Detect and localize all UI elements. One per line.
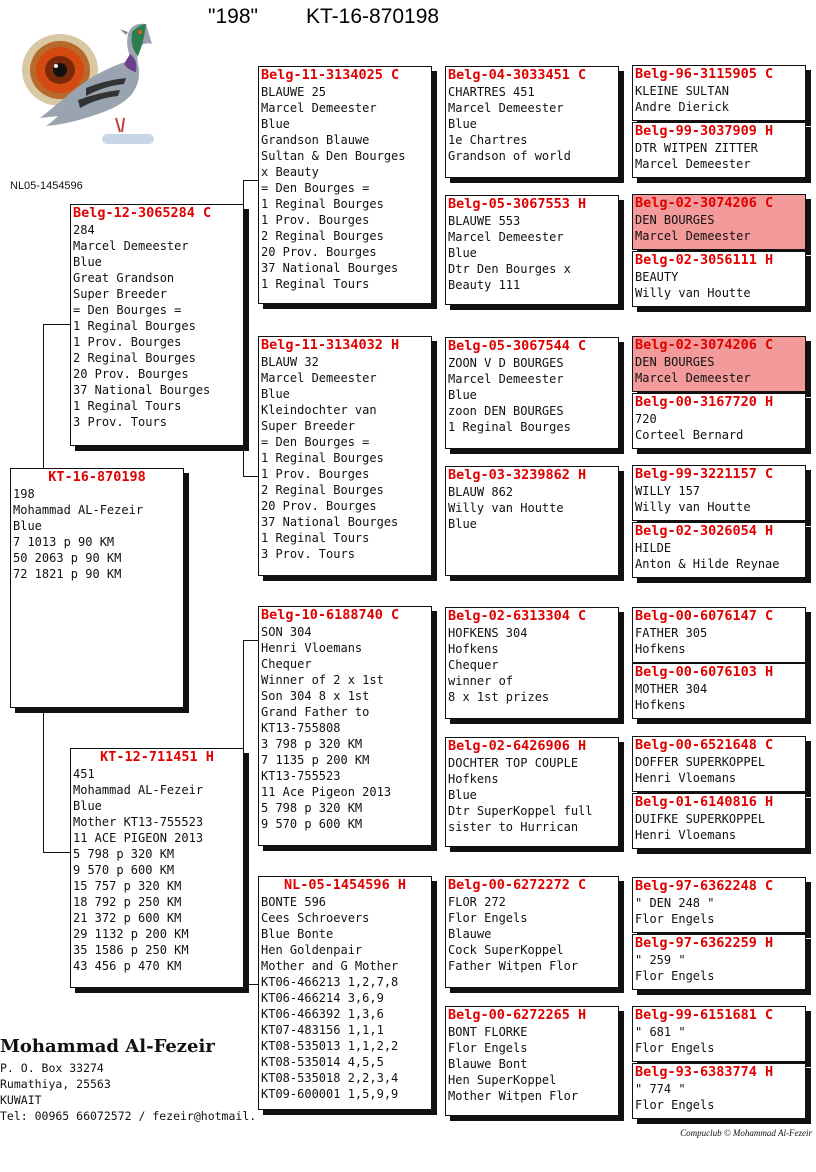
ds-detail-line: Henri Vloemans [261,641,363,655]
copyright-footer: Compuclub © Mohammad Al-Fezeir [680,1128,812,1138]
dd-detail-line: KT06-466392 1,3,6 [261,1007,384,1021]
ggg-card-7 [632,465,806,521]
g4-detail-line: Willy van Houtte [635,286,751,300]
sire-detail-line: Great Grandson [73,271,175,285]
subject-detail-line: 50 2063 p 90 KM [13,551,122,565]
ggg-card-1 [632,65,806,121]
dsd-detail-line: sister to Hurrican [448,820,579,834]
ggg-card-6 [632,393,806,449]
dd-detail-line: BONTE 596 [261,895,327,909]
g4-detail-line: BEAUTY [635,270,679,284]
g7-detail-line: WILLY 157 [635,484,701,498]
g16-detail-line: Flor Engels [635,1098,715,1112]
ssd-detail-line: BLAUWE 553 [448,214,521,228]
ds-detail-line: 7 1135 p 200 KM [261,753,370,767]
dam-detail-line: 11 ACE PIGEON 2013 [73,831,204,845]
g2-ring: Belg-99-3037909 H [635,123,774,139]
gg-sdd-card [445,466,619,576]
dss-ring: Belg-02-6313304 C [448,608,587,624]
g12-detail-line: Henri Vloemans [635,828,737,842]
dsd-detail-line: Blue [448,788,477,802]
g15-ring: Belg-99-6151681 C [635,1007,774,1023]
dam-detail-line: 9 570 p 600 KM [73,863,175,877]
ds-detail-line: Son 304 8 x 1st [261,689,370,703]
dam-detail-line: Blue [73,799,102,813]
g3-ring: Belg-02-3074206 C [635,195,774,211]
ds-detail-line: Winner of 2 x 1st [261,673,384,687]
sd-detail-line: 37 National Bourges [261,515,399,529]
g9-detail-line: Hofkens [635,642,686,656]
g12-detail-line: DUIFKE SUPERKOPPEL [635,812,766,826]
dd-detail-line: KT06-466213 1,2,7,8 [261,975,399,989]
ssd-detail-line: Beauty 111 [448,278,521,292]
g9-detail-line: FATHER 305 [635,626,708,640]
sd-detail-line: BLAUW 32 [261,355,319,369]
ggg-card-16 [632,1063,806,1119]
ds-ring: Belg-10-6188740 C [261,607,400,623]
g10-detail-line: Hofkens [635,698,686,712]
ds-detail-line: KT13-755523 [261,769,341,783]
subject-detail-line: 72 1821 p 90 KM [13,567,122,581]
g13-ring: Belg-97-6362248 C [635,878,774,894]
sd-detail-line: 1 Reginal Tours [261,531,370,545]
g14-ring: Belg-97-6362259 H [635,935,774,951]
ds-detail-line: SON 304 [261,625,312,639]
ss-detail-line: x Beauty [261,165,319,179]
sire-detail-line: 3 Prov. Tours [73,415,167,429]
g3-detail-line: DEN BOURGES [635,213,715,227]
dd-detail-line: KT07-483156 1,1,1 [261,1023,384,1037]
sds-detail-line: zoon DEN BOURGES [448,404,564,418]
ggg-card-15 [632,1006,806,1062]
g13-detail-line: " DEN 248 " [635,896,715,910]
dam-detail-line: 43 456 p 470 KM [73,959,182,973]
sss-ring: Belg-04-3033451 C [448,67,587,83]
g8-detail-line: HILDE [635,541,672,555]
sdd-detail-line: Blue [448,517,477,531]
dss-detail-line: winner of [448,674,514,688]
ss-detail-line: 2 Reginal Bourges [261,229,384,243]
dsd-detail-line: Hofkens [448,772,499,786]
ddd-detail-line: Flor Engels [448,1041,528,1055]
dam-detail-line: Mother KT13-755523 [73,815,204,829]
sds-detail-line: ZOON V D BOURGES [448,356,564,370]
g9-ring: Belg-00-6076147 C [635,608,774,624]
ss-detail-line: Grandson Blauwe [261,133,370,147]
ggg-card-8 [632,522,806,578]
ggg-card-3 [632,194,806,250]
g12-ring: Belg-01-6140816 H [635,794,774,810]
dss-detail-line: 8 x 1st prizes [448,690,550,704]
grandparent-ds-card [258,606,432,846]
owner-country: KUWAIT [0,1093,42,1107]
sds-detail-line: 1 Reginal Bourges [448,420,571,434]
gg-dds-card [445,876,619,988]
dd-detail-line: KT09-600001 1,5,9,9 [261,1087,399,1101]
g2-detail-line: DTR WITPEN ZITTER [635,141,758,155]
owner-name: Mohammad Al-Fezeir [0,1036,215,1057]
g4-ring: Belg-02-3056111 H [635,252,774,268]
dd-detail-line: Hen Goldenpair [261,943,363,957]
subject-detail-line: Blue [13,519,42,533]
subject-detail-line: 198 [13,487,35,501]
ss-detail-line: 1 Prov. Bourges [261,213,370,227]
g3-detail-line: Marcel Demeester [635,229,751,243]
g5-detail-line: Marcel Demeester [635,371,751,385]
owner-contact: Tel: 00965 66072572 / fezeir@hotmail. [0,1109,257,1123]
ds-detail-line: 5 798 p 320 KM [261,801,363,815]
g6-detail-line: 720 [635,412,657,426]
sd-detail-line: 2 Reginal Bourges [261,483,384,497]
dss-detail-line: Hofkens [448,642,499,656]
grandparent-sd-card [258,336,432,576]
gg-dsd-card [445,737,619,847]
sds-ring: Belg-05-3067544 C [448,338,587,354]
sire-detail-line: 1 Reginal Tours [73,399,182,413]
dss-detail-line: Chequer [448,658,499,672]
dam-ring: KT-12-711451 H [100,749,214,765]
ddd-detail-line: Hen SuperKoppel [448,1073,557,1087]
sire-detail-line: 1 Prov. Bourges [73,335,182,349]
ss-detail-line: BLAUWE 25 [261,85,327,99]
sdd-detail-line: BLAUW 862 [448,485,514,499]
g14-detail-line: Flor Engels [635,969,715,983]
dds-detail-line: Father Witpen Flor [448,959,579,973]
g8-ring: Belg-02-3026054 H [635,523,774,539]
photo-ring: NL05-1454596 [10,180,83,192]
ds-detail-line: Chequer [261,657,312,671]
dds-detail-line: Flor Engels [448,911,528,925]
owner-address-1: P. O. Box 33274 [0,1061,104,1075]
sss-detail-line: Grandson of world [448,149,571,163]
gg-ssd-card [445,195,619,305]
g15-detail-line: " 681 " [635,1025,686,1039]
dds-detail-line: Cock SuperKoppel [448,943,564,957]
subject-detail-line: Mohammad AL-Fezeir [13,503,144,517]
g15-detail-line: Flor Engels [635,1041,715,1055]
sire-detail-line: 37 National Bourges [73,383,211,397]
dds-ring: Belg-00-6272272 C [448,877,587,893]
g14-detail-line: " 259 " [635,953,686,967]
dd-detail-line: Cees Schroevers [261,911,370,925]
sd-detail-line: = Den Bourges = [261,435,370,449]
owner-address-2: Rumathiya, 25563 [0,1077,111,1091]
dam-detail-line: 451 [73,767,95,781]
ggg-card-12 [632,793,806,849]
sire-detail-line: Marcel Demeester [73,239,189,253]
ssd-detail-line: Marcel Demeester [448,230,564,244]
ss-detail-line: Blue [261,117,290,131]
ggg-card-9 [632,607,806,663]
g7-ring: Belg-99-3221157 C [635,466,774,482]
g13-detail-line: Flor Engels [635,912,715,926]
dam-detail-line: 21 372 p 600 KM [73,911,182,925]
dam-detail-line: 35 1586 p 250 KM [73,943,189,957]
ddd-detail-line: BONT FLORKE [448,1025,528,1039]
dam-detail-line: Mohammad AL-Fezeir [73,783,204,797]
g5-detail-line: DEN BOURGES [635,355,715,369]
ss-detail-line: 1 Reginal Bourges [261,197,384,211]
sd-detail-line: Super Breeder [261,419,355,433]
ss-detail-line: Sultan & Den Bourges [261,149,406,163]
ggg-card-2 [632,122,806,178]
sire-detail-line: 284 [73,223,95,237]
sss-detail-line: Marcel Demeester [448,101,564,115]
gg-ddd-card [445,1006,619,1116]
sire-detail-line: 2 Reginal Bourges [73,351,196,365]
sire-detail-line: 20 Prov. Bourges [73,367,189,381]
pigeon-photo [16,14,166,164]
sds-detail-line: Marcel Demeester [448,372,564,386]
g2-detail-line: Marcel Demeester [635,157,751,171]
sdd-ring: Belg-03-3239862 H [448,467,587,483]
ds-detail-line: KT13-755808 [261,721,341,735]
sire-detail-line: Super Breeder [73,287,167,301]
sire-card [70,204,244,446]
ggg-card-11 [632,736,806,792]
ddd-ring: Belg-00-6272265 H [448,1007,587,1023]
ss-detail-line: 37 National Bourges [261,261,399,275]
dss-detail-line: HOFKENS 304 [448,626,528,640]
grandparent-ss-card [258,66,432,304]
dd-detail-line: KT08-535018 2,2,3,4 [261,1071,399,1085]
ds-detail-line: 11 Ace Pigeon 2013 [261,785,392,799]
dds-detail-line: FLOR 272 [448,895,506,909]
sd-detail-line: 1 Reginal Bourges [261,451,384,465]
subject-ring: KT-16-870198 [48,469,146,485]
dd-detail-line: KT08-535014 4,5,5 [261,1055,384,1069]
sd-detail-line: 20 Prov. Bourges [261,499,377,513]
subject-lines [11,486,183,582]
grandparent-dd-card [258,876,432,1110]
sd-detail-line: Kleindochter van [261,403,377,417]
ss-detail-line: 1 Reginal Tours [261,277,370,291]
gg-sss-card [445,66,619,178]
ggg-card-5 [632,336,806,392]
dam-detail-line: 29 1132 p 200 KM [73,927,189,941]
ssd-detail-line: Dtr Den Bourges x [448,262,571,276]
dsd-detail-line: DOCHTER TOP COUPLE [448,756,579,770]
g10-detail-line: MOTHER 304 [635,682,708,696]
sd-detail-line: Blue [261,387,290,401]
sd-detail-line: Marcel Demeester [261,371,377,385]
dsd-detail-line: Dtr SuperKoppel full [448,804,593,818]
sire-detail-line: = Den Bourges = [73,303,182,317]
gg-sds-card [445,337,619,449]
g11-ring: Belg-00-6521648 C [635,737,774,753]
dd-detail-line: Blue Bonte [261,927,334,941]
sd-detail-line: 1 Prov. Bourges [261,467,370,481]
gg-dss-card [445,607,619,719]
ggg-card-13 [632,877,806,933]
dam-detail-line: 15 757 p 320 KM [73,879,182,893]
g5-ring: Belg-02-3074206 C [635,337,774,353]
dd-detail-line: Mother and G Mother [261,959,399,973]
sire-detail-line: Blue [73,255,102,269]
sds-detail-line: Blue [448,388,477,402]
dam-detail-line: 18 792 p 250 KM [73,895,182,909]
g6-ring: Belg-00-3167720 H [635,394,774,410]
pigeon-name: "198" [208,5,258,28]
ddd-detail-line: Blauwe Bont [448,1057,528,1071]
ggg-card-14 [632,934,806,990]
g11-detail-line: Henri Vloemans [635,771,737,785]
sire-detail-line: 1 Reginal Bourges [73,319,196,333]
sd-ring: Belg-11-3134032 H [261,337,400,353]
ss-detail-line: Marcel Demeester [261,101,377,115]
g1-ring: Belg-96-3115905 C [635,66,774,82]
subject-detail-line: 7 1013 p 90 KM [13,535,115,549]
ssd-detail-line: Blue [448,246,477,260]
g16-ring: Belg-93-6383774 H [635,1064,774,1080]
sd-detail-line: 3 Prov. Tours [261,547,355,561]
g1-detail-line: Andre Dierick [635,100,729,114]
dd-detail-line: KT08-535013 1,1,2,2 [261,1039,399,1053]
sdd-detail-line: Willy van Houtte [448,501,564,515]
g10-ring: Belg-00-6076103 H [635,664,774,680]
g8-detail-line: Anton & Hilde Reynae [635,557,780,571]
ss-detail-line: 20 Prov. Bourges [261,245,377,259]
sss-detail-line: Blue [448,117,477,131]
sire-ring: Belg-12-3065284 C [73,205,212,221]
ddd-detail-line: Mother Witpen Flor [448,1089,579,1103]
g7-detail-line: Willy van Houtte [635,500,751,514]
ggg-card-4 [632,251,806,307]
g6-detail-line: Corteel Bernard [635,428,744,442]
g11-detail-line: DOFFER SUPERKOPPEL [635,755,766,769]
ds-detail-line: 3 798 p 320 KM [261,737,363,751]
ss-detail-line: = Den Bourges = [261,181,370,195]
dds-detail-line: Blauwe [448,927,492,941]
dam-card [70,748,244,988]
ssd-ring: Belg-05-3067553 H [448,196,587,212]
subject-card [10,468,184,708]
ds-detail-line: Grand Father to [261,705,370,719]
ss-ring: Belg-11-3134025 C [261,67,400,83]
ds-detail-line: 9 570 p 600 KM [261,817,363,831]
g16-detail-line: " 774 " [635,1082,686,1096]
sss-detail-line: 1e Chartres [448,133,528,147]
sss-detail-line: CHARTRES 451 [448,85,535,99]
ggg-card-10 [632,663,806,719]
g1-detail-line: KLEINE SULTAN [635,84,729,98]
dsd-ring: Belg-02-6426906 H [448,738,587,754]
dam-detail-line: 5 798 p 320 KM [73,847,175,861]
pigeon-ring-title: KT-16-870198 [306,5,440,28]
dd-detail-line: KT06-466214 3,6,9 [261,991,384,1005]
dd-ring: NL-05-1454596 H [284,877,406,893]
